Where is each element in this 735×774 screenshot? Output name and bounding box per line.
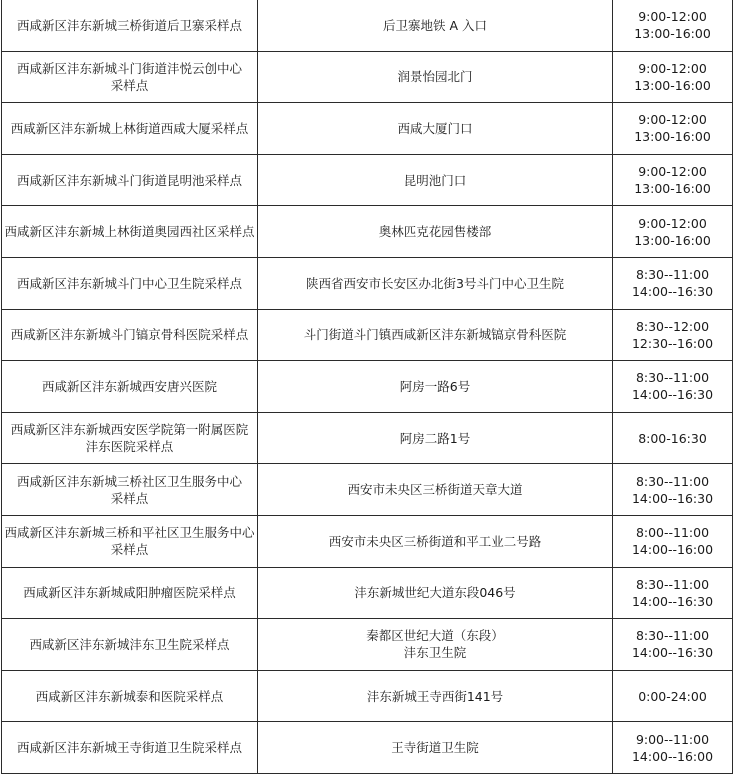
address-cell-line: 润景怡园北门 (397, 69, 473, 85)
hours-cell-line: 14:00--16:30 (631, 387, 714, 403)
site-name-cell (2, 206, 258, 258)
address-cell-line: 奥林匹克花园售楼部 (378, 224, 492, 240)
hours-cell (613, 361, 733, 413)
address-cell (258, 103, 613, 155)
site-name-cell-line: 西咸新区沣东新城斗门中心卫生院采样点 (16, 275, 242, 291)
address-cell (258, 51, 613, 103)
site-name-cell (2, 619, 258, 671)
address-cell-line: 沣东新城世纪大道东段046号 (354, 585, 516, 601)
hours-cell-line: 14:00--16:00 (631, 748, 714, 764)
hours-cell-line: 14:00--16:00 (631, 542, 714, 558)
hours-cell-line: 14:00--16:30 (631, 284, 714, 300)
site-name-cell (2, 51, 258, 103)
hours-cell-line: 8:30--11:00 (635, 473, 710, 489)
address-cell-line: 西安市未央区三桥街道天章大道 (347, 482, 523, 498)
hours-cell (613, 309, 733, 361)
address-cell (258, 464, 613, 516)
hours-cell-line: 8:30--11:00 (635, 628, 710, 644)
site-name-cell (2, 361, 258, 413)
address-cell-line: 王寺街道卫生院 (391, 740, 479, 756)
site-name-cell-line: 西咸新区沣东新城三桥和平社区卫生服务中心 (4, 525, 255, 541)
table-body (2, 0, 733, 773)
address-cell (258, 670, 613, 722)
site-name-cell-line: 采样点 (110, 490, 149, 506)
table-row (2, 515, 733, 567)
site-name-cell-line: 西咸新区沣东新城三桥街道后卫寨采样点 (16, 17, 242, 33)
address-cell (258, 361, 613, 413)
hours-cell-line: 8:00-16:30 (638, 430, 707, 446)
table-row (2, 464, 733, 516)
address-cell (258, 206, 613, 258)
address-cell-line: 后卫寨地铁 A 入口 (383, 17, 487, 33)
hours-cell-line: 13:00-16:00 (634, 129, 711, 145)
table-row (2, 257, 733, 309)
address-cell (258, 412, 613, 464)
hours-cell (613, 670, 733, 722)
site-name-cell-line: 西咸新区沣东新城王寺街道卫生院采样点 (16, 740, 242, 756)
hours-cell-line: 8:00--11:00 (635, 525, 710, 541)
site-name-cell (2, 103, 258, 155)
hours-cell (613, 619, 733, 671)
hours-cell-line: 8:30--11:00 (635, 370, 710, 386)
hours-cell-line: 13:00-16:00 (634, 181, 711, 197)
site-name-cell-line: 西咸新区沣东新城三桥社区卫生服务中心 (16, 473, 242, 489)
address-cell-line: 昆明池门口 (403, 172, 467, 188)
hours-cell-line: 9:00-12:00 (638, 215, 707, 231)
hours-cell-line: 9:00-12:00 (638, 9, 707, 25)
address-cell-line: 西咸大厦门口 (397, 120, 473, 136)
hours-cell (613, 515, 733, 567)
table-row (2, 51, 733, 103)
site-name-cell (2, 412, 258, 464)
site-name-cell (2, 464, 258, 516)
hours-cell-line: 0:00-24:00 (638, 688, 707, 704)
site-name-cell-line: 西咸新区沣东新城上林街道西咸大厦采样点 (10, 120, 249, 136)
hours-cell-line: 8:30--11:00 (635, 576, 710, 592)
address-cell-line: 阿房二路1号 (399, 430, 471, 446)
hours-cell (613, 206, 733, 258)
address-cell (258, 0, 613, 51)
site-name-cell (2, 670, 258, 722)
site-name-cell (2, 0, 258, 51)
address-cell (258, 257, 613, 309)
table-row (2, 567, 733, 619)
hours-cell-line: 14:00--16:30 (631, 490, 714, 506)
hours-cell (613, 154, 733, 206)
address-cell (258, 722, 613, 774)
address-cell-line: 沣东新城王寺西街141号 (366, 688, 504, 704)
site-name-cell-line: 西咸新区沣东新城斗门镐京骨科医院采样点 (10, 327, 249, 343)
site-name-cell-line: 西咸新区沣东新城沣东卫生院采样点 (29, 636, 230, 652)
site-name-cell-line: 采样点 (110, 77, 149, 93)
table-row (2, 412, 733, 464)
site-name-cell-line: 西咸新区沣东新城西安医学院第一附属医院 (10, 422, 249, 438)
site-name-cell-line: 西咸新区沣东新城上林街道奥园西社区采样点 (4, 224, 255, 240)
hours-cell-line: 8:30--11:00 (635, 267, 710, 283)
address-cell (258, 567, 613, 619)
site-name-cell-line: 西咸新区沣东新城斗门街道沣悦云创中心 (16, 60, 242, 76)
address-cell-line: 西安市未央区三桥街道和平工业二号路 (328, 533, 542, 549)
address-cell-line: 秦都区世纪大道（东段） (366, 628, 504, 644)
site-name-cell (2, 567, 258, 619)
table-row (2, 619, 733, 671)
hours-cell (613, 567, 733, 619)
site-name-cell (2, 257, 258, 309)
table-row (2, 154, 733, 206)
hours-cell-line: 14:00--16:30 (631, 593, 714, 609)
hours-cell (613, 464, 733, 516)
hours-cell-line: 8:30--12:00 (635, 318, 710, 334)
site-name-cell (2, 309, 258, 361)
site-name-cell (2, 154, 258, 206)
site-name-cell-line: 西咸新区沣东新城泰和医院采样点 (35, 688, 224, 704)
sampling-sites-table (1, 0, 733, 774)
hours-cell-line: 12:30--16:00 (631, 335, 714, 351)
hours-cell (613, 257, 733, 309)
hours-cell (613, 722, 733, 774)
table-row (2, 206, 733, 258)
address-cell-line: 沣东卫生院 (403, 645, 467, 661)
hours-cell (613, 51, 733, 103)
site-name-cell (2, 515, 258, 567)
address-cell-line: 陕西省西安市长安区办北街3号斗门中心卫生院 (306, 275, 564, 291)
hours-cell (613, 0, 733, 51)
site-name-cell (2, 722, 258, 774)
hours-cell-line: 9:00-12:00 (638, 60, 707, 76)
site-name-cell-line: 西咸新区沣东新城咸阳肿瘤医院采样点 (23, 585, 236, 601)
table-row (2, 309, 733, 361)
hours-cell-line: 14:00--16:30 (631, 645, 714, 661)
hours-cell-line: 9:00-12:00 (638, 164, 707, 180)
hours-cell-line: 9:00--11:00 (635, 731, 710, 747)
address-cell-line: 阿房一路6号 (399, 378, 471, 394)
address-cell (258, 154, 613, 206)
address-cell (258, 619, 613, 671)
site-name-cell-line: 西咸新区沣东新城斗门街道昆明池采样点 (16, 172, 242, 188)
hours-cell (613, 103, 733, 155)
hours-cell-line: 13:00-16:00 (634, 77, 711, 93)
hours-cell-line: 13:00-16:00 (634, 26, 711, 42)
hours-cell-line: 13:00-16:00 (634, 232, 711, 248)
address-cell-line: 斗门街道斗门镇西咸新区沣东新城镐京骨科医院 (303, 327, 567, 343)
hours-cell-line: 9:00-12:00 (638, 112, 707, 128)
table-row (2, 0, 733, 51)
hours-cell (613, 412, 733, 464)
site-name-cell-line: 沣东医院采样点 (85, 439, 174, 455)
table-row (2, 103, 733, 155)
site-name-cell-line: 采样点 (110, 542, 149, 558)
table-row (2, 722, 733, 774)
table-row (2, 361, 733, 413)
address-cell (258, 515, 613, 567)
address-cell (258, 309, 613, 361)
table-row (2, 670, 733, 722)
site-name-cell-line: 西咸新区沣东新城西安唐兴医院 (41, 378, 217, 394)
